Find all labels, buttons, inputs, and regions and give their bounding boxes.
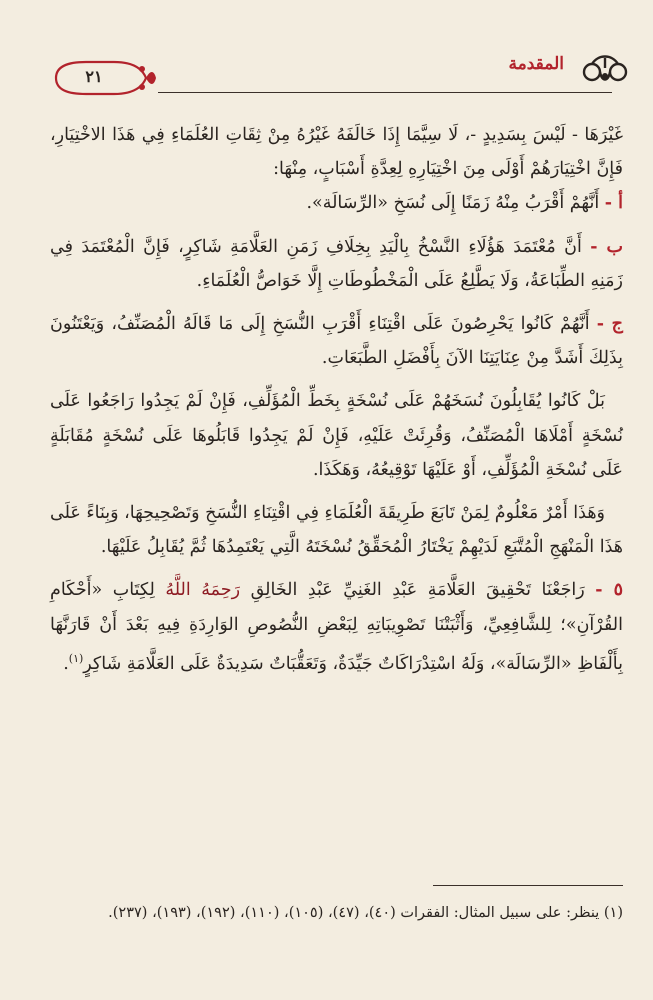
list-item-c xyxy=(50,307,623,375)
list-item-b-text: أَنَّ مُعْتَمَدَ هَؤُلَاءِ النَّسْخُ بِالْيَدِ بِخِلَافِ زَمَنِ العَلَّامَةِ شَاكِرٍ، فَإِنَّ الْمُعْتَمَدَ فِي زَمَنِهِ الطِّبَاعَةُ، وَلَا يَطَّلِعُ عَلَى الْمَخْطُوطَاتِ إِلَّا خَوَاصُّ الْعُلَمَاءِ. xyxy=(50,236,623,291)
list-item-a-text: أَنَّهُمْ أَقْرَبُ مِنْهُ زَمَنًا إِلَى نُسَخِ «الرِّسَالَة». xyxy=(306,193,600,214)
list-item-5-end: . xyxy=(63,653,69,674)
honorific-phrase: رَحِمَهُ اللَّهُ xyxy=(165,580,241,601)
list-marker-b: ب - xyxy=(590,236,623,257)
paragraph-continuation: غَيْرَهَا - لَيْسَ بِسَدِيدٍ -، لَا سِيَّمَا إِذَا خَالَفَهُ غَيْرُهُ مِنْ ثِقَاتِ العُلَمَاءِ فِي هَذَا الاخْتِيَارِ، فَإِنَّ اخْتِيَارَهُمْ أَوْلَى مِنَ اخْتِيَارِهِ لِعِدَّةِ أَسْبَابٍ، مِنْهَا: xyxy=(50,125,623,180)
main-text xyxy=(50,118,623,681)
footnote-reference[interactable]: (١) xyxy=(68,651,84,665)
paragraph-collation: بَلْ كَانُوا يُقَابِلُونَ نُسَخَهُمْ عَلَى نُسْخَةٍ بِخَطِّ الْمُؤَلِّفِ، فَإِنْ لَمْ يَجِدُوا رَاجَعُوا عَلَى نُسْخَةٍ أَمْلَاهَا الْمُصَنِّفُ، وَقُرِئَتْ عَلَيْهِ، فَإِنْ لَمْ يَجِدُوا قَابَلُوهَا عَلَى نُسْخَةٍ مُقَابَلَةٍ عَلَى نُسْخَةِ الْمُؤَلِّفِ، أَوْ عَلَيْهَا تَوْقِيعُهُ، وَهَكَذَا. xyxy=(50,391,623,480)
list-item-5 xyxy=(50,573,623,680)
list-item-5-text-b: لِكِتَابِ «أَحْكَامِ القُرْآنِ»؛ لِلشَّافِعِيِّ، وَأَثْبَتْنَا تَصْوِيبَاتِهِ لِبَعْضِ النُّصُوصِ الوَارِدَةِ فِيهِ بَعْدَ أَنْ قَارَنَّهَا بِأَلْفَاظِ «الرِّسَالَة»، وَلَهُ اسْتِدْرَاكَاتٌ جَيِّدَةٌ، وَتَعَقُّبَاتٌ سَدِيدَةٌ عَلَى العَلَّامَةِ شَاكِرٍ xyxy=(50,580,623,674)
list-item-b xyxy=(50,230,623,298)
list-item-5-text-a: رَاجَعْنَا تَحْقِيقَ العَلَّامَةِ عَبْدِ الغَنِيِّ عَبْدِ الخَالِقِ xyxy=(250,580,585,601)
footnote-separator xyxy=(433,885,623,886)
list-item-c-text: أَنَّهُمْ كَانُوا يَحْرِصُونَ عَلَى اقْتِنَاءِ أَقْرَبِ النُّسَخِ إِلَى مَا قَالَهُ الْمُصَنِّفُ، وَيَعْتَنُونَ بِذَلِكَ أَشَدَّ مِنْ عِنَايَتِنَا الآنَ بِأَفْضَلِ الطَّبَعَاتِ. xyxy=(50,314,623,369)
list-marker-c: ج - xyxy=(596,314,623,335)
list-item-a xyxy=(50,186,623,220)
running-title: المقدمة xyxy=(508,54,564,74)
footnote: (١) ينظر: على سبيل المثال: الفقرات (٤٠)، (٤٧)، (١٠٥)، (١١٠)، (١٩٢)، (١٩٣)، (٢٣٧). xyxy=(108,905,623,921)
list-marker-a: أ - xyxy=(604,193,623,214)
paragraph-method: وَهَذَا أَمْرٌ مَعْلُومٌ لِمَنْ تَابَعَ طَرِيقَةَ الْعُلَمَاءِ فِي اقْتِنَاءِ النُّسَخِ وَتَصْحِيحِهَا، وَبِنَاءً عَلَى هَذَا الْمَنْهَجِ الْمُتَّبَعِ لَدَيْهِمْ يَخْتَارُ الْمُحَقِّقُ نُسْخَتَهُ الَّتِي يَعْتَمِدُهَا ثُمَّ يُقَابِلُ عَلَيْهَا. xyxy=(50,503,623,558)
list-marker-5: ٥ - xyxy=(595,580,623,601)
floral-ornament-icon xyxy=(580,52,630,88)
header-rule xyxy=(158,92,612,93)
page-number: ٢١ xyxy=(85,67,103,86)
page-header xyxy=(40,52,630,102)
